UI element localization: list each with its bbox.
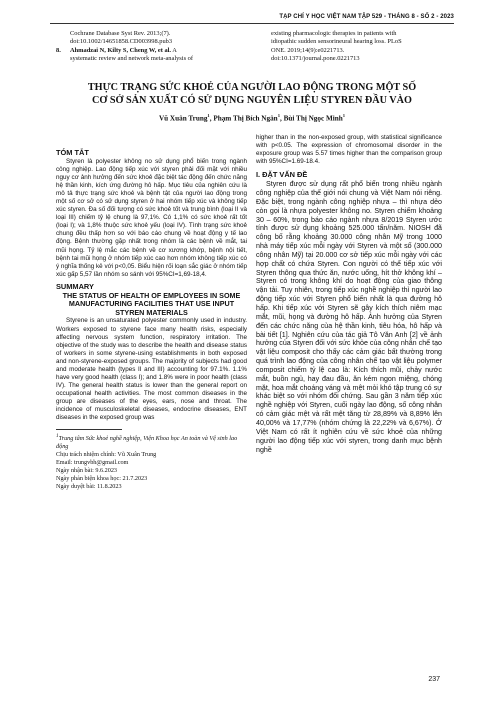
reference-line: systematic review and network meta-analysis of: [70, 55, 193, 63]
corresponding-author: Chịu trách nhiệm chính: Vũ Xuân Trung: [56, 451, 157, 459]
email: Email: trungvbh@gmail.com: [56, 459, 129, 467]
summary-heading: SUMMARY: [56, 281, 94, 291]
abstract-heading: TÓM TẮT: [56, 148, 89, 157]
footnote: [56, 432, 247, 491]
author-name: Bùi Thị Ngọc Minh: [283, 114, 343, 123]
summary-text: Styrene is an unsaturated polyester commonly used in industry. Workers exposed to styrene face many health risks, especially affecting nervous system function, respiratory irritation. The objective of the study was to describe the health and disease status of workers in some styrene-using establishments in both exposed and non-styrene-exposed groups. The majority of subjects had good and moderate health (types II and III) accounting for 97.1%. 1.1% have very good health (class I); and 1.8% were in poor health (class IV). The general health status is lower than the general report on occupational health activities. The most common diseases in the group are diseases of the eyes, ears, nose and throat. The incidence of musculoskeletal diseases, endocrine diseases, ENT diseases in the exposed group was: [56, 317, 247, 422]
author-affiliation-mark: 1: [342, 113, 346, 118]
page-number: 237: [428, 676, 440, 683]
reference-line: doi:10.1371/journal.pone.0221713: [271, 55, 360, 63]
intro-text: Styren được sử dụng rất phổ biến trong nhiều ngành công nghiệp của thế giới nói chung và Việt Nam nói riêng. Đặc biệt, trong ngành công nghiệp nhựa – thì nhựa dẻo còn gọi là nhựa polyester không no. Styren chiếm khoảng 30 – 60%, trong báo cáo ngành nhựa 8/2019 Styren ước tính được sử dụng khoảng 525.000 tấn/năm. NIOSH đã công bố rằng khoảng 30.000 công nhân Mỹ trong 1000 nhà máy tiếp xúc mỗi ngày với Styren và một số (300.000 công nhân Mỹ) tại 20.000 cơ sở tiếp xúc mỗi ngày với các hợp chất có chứa Styren. Con người có thể tiếp xúc với Styren thông qua thức ăn, nước uống, hít thở không khí – Styren có trong không khí do hoạt động của giao thông vận tải. Tuy nhiên, trong tiếp xúc nghề nghiệp thì người lao động tiếp xúc với Styren phổ biến nhất là qua đường hô hấp. Khi tiếp xúc với Styren sẽ gây kích thích niêm mạc mắt, mũi, họng và đường hô hấp. Ảnh hưởng của Styren đến các chức năng của hệ thần kinh, tiêu hóa, hô hấp và bài tiết [1]. Nghiên cứu của tác giả Tô Văn Anh [2] về ảnh hưởng của Styren đối với sức khỏe của công nhân chế tạo vật liệu composit cho thấy các cảm giác bất thường trong quá trình lao động của công nhân chế tạo vật liệu polymer composit chiếm tỷ lệ cao là: Kích thích mũi, chảy nước mắt, buồn ngủ, hay đau đầu, ăn kém ngon miệng, chóng mặt, hoa mắt choáng váng và mệt mỏi khó tập trung có sự khác biệt so với nhóm đối chứng. Sau gần 3 năm tiếp xúc nghề nghiệp với Styren, cuối ngày lao động, số công nhân có cảm giác mệt và rất mệt tăng từ 28,89% và 8,89% lên 40,00% và 17,77% (nhóm chứng là 22,22% và 6,67%). Ở Việt Nam có rất ít nghiên cứu về sức khoẻ của những người lao động tiếp xúc với styren, trong danh mục bệnh nghề: [256, 180, 442, 454]
footnote-rule: [56, 429, 122, 430]
header-rule: [50, 23, 454, 24]
summary-title: THE STATUS OF HEALTH OF EMPLOYEES IN SOME MANUFACTURING FACILITIES THAT USE INPUT STYREN MATERIALS: [62, 290, 241, 317]
date-received: Ngày nhận bài: 9.6.2023: [56, 467, 118, 475]
reference-line: existing pharmacologic therapies in patients with: [271, 30, 397, 37]
reference-8: [56, 47, 254, 55]
reference-number: 8.: [56, 46, 61, 54]
summary-text-continued: higher than in the non-exposed group, with statistical significance with p<0.05. The expression of chromosomal disorder in the exposure group was 5.57 times higher than the comparison group with 95%CI=1.69-18.4.: [256, 134, 442, 166]
intro-heading: I. ĐẶT VẤN ĐỀ: [256, 170, 308, 180]
date-accepted: Ngày duyệt bài: 11.8.2023: [56, 483, 122, 491]
reference-line: Cochrane Database Syst Rev. 2013;(7).: [70, 30, 171, 37]
author-name: Phạm Thị Bích Ngân: [213, 114, 278, 123]
title-line: THỰC TRẠNG SỨC KHOẺ CỦA NGƯỜI LAO ĐỘNG TRONG MỘT SỐ: [87, 82, 417, 93]
reference-line: ONE. 2019;14(9):e0221713.: [271, 46, 345, 54]
reference-line: idiopathic sudden sensorineural hearing loss. PLoS: [271, 38, 402, 46]
article-title: [56, 82, 448, 107]
author-list: Vũ Xuân Trung$^1$, Phạm Thị Bích Ngân$^1$, Bùi Thị Ngọc Minh$^1$: [158, 113, 346, 123]
right-column: [256, 134, 442, 454]
reference-text: A: [172, 46, 177, 54]
references-left: [56, 30, 254, 63]
running-head: TẠP CHÍ Y HỌC VIỆT NAM TẬP 529 - THÁNG 8 - SỐ 2 - 2023: [279, 14, 454, 20]
reference-authors: Ahmadzai N, Kilty S, Cheng W, et al.: [70, 46, 172, 54]
author-affiliation-mark: 1: [207, 113, 210, 118]
author-name: Vũ Xuân Trung: [158, 114, 208, 123]
date-reviewed: Ngày phản biện khoa học: 21.7.2023: [56, 475, 148, 483]
reference-line: doi:10.1002/14651858.CD003998.pub3: [70, 38, 173, 46]
affiliation-mark: 1: [56, 433, 59, 440]
affiliation: $^1$Trung tâm Sức khoẻ nghề nghiệp, Viện Khoa học An toàn và Vệ sinh lao động: [56, 433, 238, 451]
references-right: [271, 30, 448, 63]
left-column: [56, 146, 247, 491]
title-line: CƠ SỞ SẢN XUẤT CÓ SỬ DỤNG NGUYÊN LIỆU STYREN ĐẦU VÀO: [92, 94, 412, 106]
author-affiliation-mark: 1: [277, 113, 280, 118]
abstract-text: Styren là polyester không no sử dụng phổ biến trong ngành công nghiệp. Lao động tiếp xúc với styren phải đối mặt với nhiều nguy cơ ảnh hưởng đến sức khoẻ đặc biệt tác động đến chức năng hệ thần kinh, kích ứng đường hô hấp. Mục tiêu của nghiên cứu là mô tả thực trạng sức khoẻ và bệnh tật của người lao động trong một số cơ sở có sử dụng styren ở hai nhóm tiếp xúc và không tiếp xúc styren. Đa số đối tượng có sức khoẻ tốt và trung bình (loại II và loại III) chiếm tỷ lệ chung là 97,1%. Có 1,1% có sức khoẻ rất tốt (loại I); và 1,8% thuộc sức khoẻ yếu (loại IV). Tình trạng sức khoẻ chung đều thấp hơn so với báo cáo chung về hoạt động y tế lao động. Bệnh thường gặp nhất trong nhóm là các bệnh về mắt, tai mũi họng. Tỷ lệ mắc các bệnh về cơ xương khớp, bệnh nội tiết, bệnh tai mũi họng ở nhóm tiếp xúc cao hơn nhóm không tiếp xúc có ý nghĩa thống kê với p<0,05. Biểu hiện rối loạn sắc giác ở nhóm tiếp xúc gấp 5,57 lần nhóm so sánh với 95%CI=1,69-18,4.: [56, 158, 247, 278]
